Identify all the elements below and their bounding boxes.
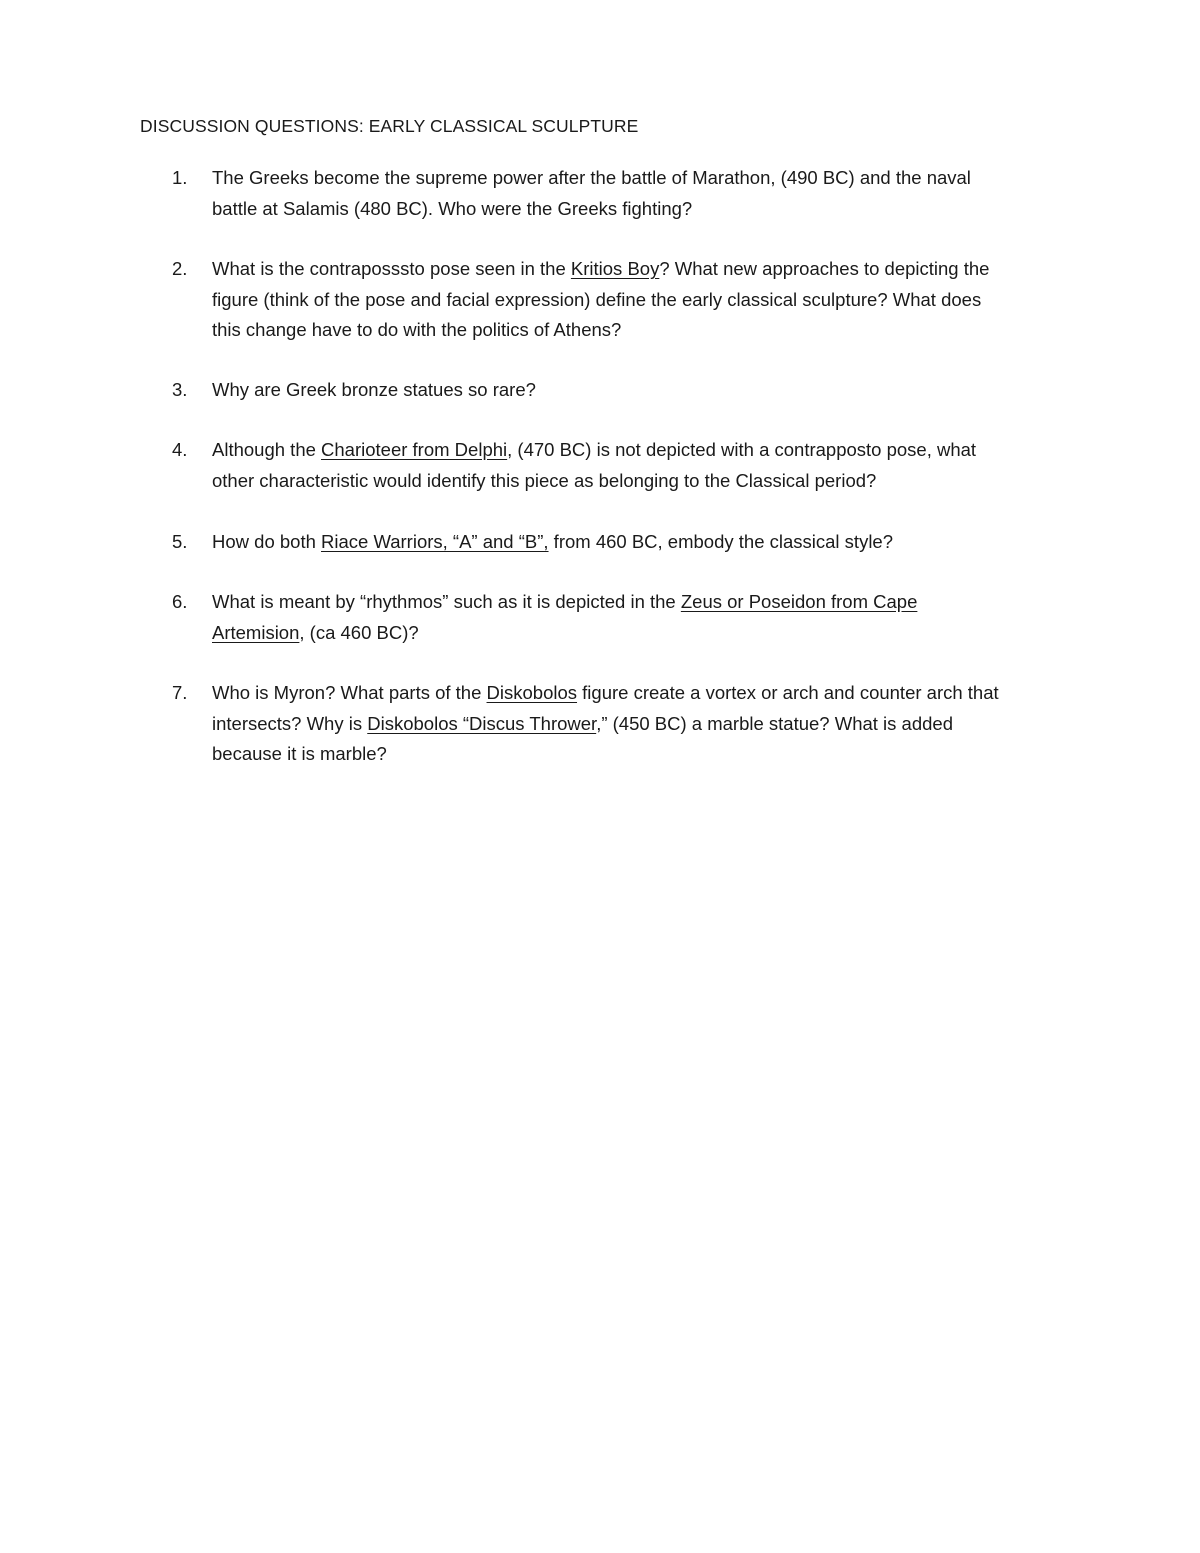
question-text-segment: How do both	[212, 531, 322, 552]
question-text-segment: ,” (450 BC) a marble statue? What is added	[596, 712, 953, 734]
question-text-segment: because it is marble?	[212, 743, 387, 764]
question-text	[212, 375, 1072, 406]
question-text-segment: What is the contraposssto pose seen in the	[212, 258, 571, 279]
question-text-segment: figure (think of the pose and facial expression) define the early classical sculpture? What does	[212, 288, 982, 310]
question-text-segment: intersects? Why is	[212, 712, 368, 734]
underlined-artwork-title: Diskobolos “Discus Thrower	[367, 712, 597, 734]
underlined-artwork-title: Charioteer from Delphi	[321, 439, 508, 460]
question-number: 7.	[172, 682, 188, 703]
question-text-segment: battle at Salamis (480 BC). Who were the Greeks fighting?	[212, 197, 693, 219]
question-text-segment: figure create a vortex or arch and counter arch that	[577, 682, 999, 703]
question-line	[212, 587, 1072, 618]
question-text-segment: , (470 BC) is not depicted with a contrapposto pose, what	[507, 439, 977, 460]
underlined-artwork-title: Kritios Boy	[570, 258, 660, 279]
question-line	[212, 163, 1072, 194]
question-text-segment: Why are Greek bronze statues so rare?	[212, 379, 536, 400]
question-line	[212, 466, 1072, 497]
underlined-artwork-title: Diskobolos	[486, 682, 578, 703]
question-line	[212, 618, 1072, 649]
question-line	[212, 435, 1072, 466]
underlined-artwork-title: Riace Warriors, “A” and “B”,	[321, 531, 549, 552]
question-line	[212, 678, 1072, 709]
question-text	[212, 163, 1072, 224]
question-text-segment: , (ca 460 BC)?	[299, 621, 419, 643]
question-line	[212, 527, 1072, 558]
question-number: 2.	[172, 258, 188, 279]
question-text	[212, 587, 1072, 648]
question-text-segment: What is meant by “rhythmos” such as it is depicted in the	[212, 591, 681, 612]
question-number: 1.	[172, 167, 188, 188]
question-number: 5.	[172, 531, 188, 552]
underlined-artwork-title: Zeus or Poseidon from Cape	[680, 591, 918, 612]
question-line	[212, 375, 1072, 406]
document-title: DISCUSSION QUESTIONS: EARLY CLASSICAL SCULPTURE	[140, 116, 639, 136]
question-text-segment: other characteristic would identify this piece as belonging to the Classical period?	[212, 469, 877, 491]
question-number: 3.	[172, 379, 188, 400]
question-line	[212, 739, 1072, 770]
question-text	[212, 435, 1072, 496]
question-line	[212, 194, 1072, 225]
question-text-segment: Who is Myron? What parts of the	[212, 682, 487, 703]
question-line	[212, 254, 1072, 285]
question-line	[212, 709, 1072, 740]
question-text	[212, 678, 1072, 770]
question-text-segment: The Greeks become the supreme power after the battle of Marathon, (490 BC) and the naval	[212, 167, 971, 188]
question-text-segment: from 460 BC, embody the classical style?	[548, 531, 894, 552]
question-line	[212, 285, 1072, 316]
question-line	[212, 315, 1072, 346]
question-text-segment: this change have to do with the politics of Athens?	[212, 319, 622, 340]
question-text-segment: Although the	[212, 439, 322, 460]
question-number: 6.	[172, 591, 188, 612]
question-text-segment: ? What new approaches to depicting the	[659, 258, 990, 279]
question-text	[212, 527, 1072, 558]
underlined-artwork-title: Artemision	[212, 621, 300, 643]
question-number: 4.	[172, 439, 188, 460]
question-text	[212, 254, 1072, 346]
